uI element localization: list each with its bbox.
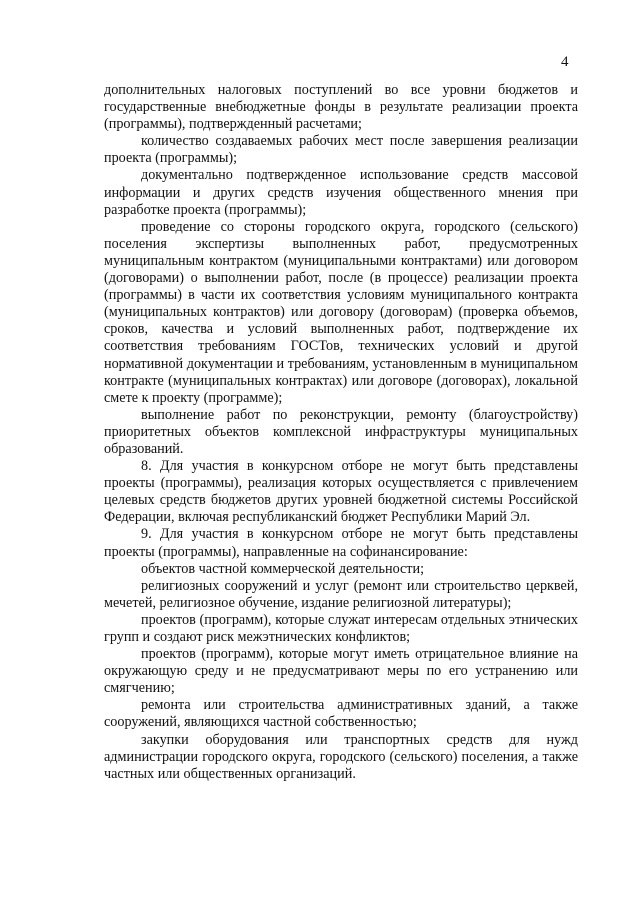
paragraph-clause-9: 9. Для участия в конкурсном отборе не могут быть представлены проекты (программы), направленные на софинансирование: bbox=[104, 526, 578, 560]
page-number: 4 bbox=[561, 54, 569, 70]
paragraph: документально подтвержденное использование средств массовой информации и других средств изучения общественного мнения при разработке проекта (программы); bbox=[104, 167, 578, 218]
paragraph: закупки оборудования или транспортных средств для нужд администрации городского округа, городского (сельского) поселения, а также частных или общественных организаций. bbox=[104, 731, 578, 782]
paragraph: религиозных сооружений и услуг (ремонт или строительство церквей, мечетей, религиозное обучение, издание религиозной литературы); bbox=[104, 577, 578, 611]
paragraph: ремонта или строительства административных зданий, а также сооружений, являющихся частной собственностью; bbox=[104, 697, 578, 731]
paragraph: проектов (программ), которые служат интересам отдельных этнических групп и создают риск межэтнических конфликтов; bbox=[104, 611, 578, 645]
paragraph: количество создаваемых рабочих мест после завершения реализации проекта (программы); bbox=[104, 133, 578, 167]
paragraph: проектов (программ), которые могут иметь отрицательное влияние на окружающую среду и не предусматривают меры по его устранению или смягчению; bbox=[104, 646, 578, 697]
paragraph: выполнение работ по реконструкции, ремонту (благоустройству) приоритетных объектов комплексной инфраструктуры муниципальных образований. bbox=[104, 406, 578, 457]
paragraph-continuation: дополнительных налоговых поступлений во все уровни бюджетов и государственные внебюджетные фонды в результате реализации проекта (программы), подтвержденный расчетами; bbox=[104, 82, 578, 133]
paragraph: объектов частной коммерческой деятельности; bbox=[141, 560, 425, 577]
paragraph: проведение со стороны городского округа, городского (сельского) поселения экспертизы выполненных работ, предусмотренных муниципальным контрактом (муниципальными контрактами) или договором (договорами) о выполнении работ, после (в процессе) реализации проекта (программы) в части их соответствия условиям муниципального контракта (муниципальных контрактов) или договору (договорам) (проверка объемов, сроков, качества и условий выполненных работ, подтверждение их соответствия требованиям ГОСТов, технических условий и другой нормативной документации и требованиям, установленным в муниципальном контракте (муниципальных контрактах) или договоре (договорах), локальной смете к проекту (программе); bbox=[104, 218, 578, 406]
document-body bbox=[104, 82, 578, 783]
paragraph-clause-8: 8. Для участия в конкурсном отборе не могут быть представлены проекты (программы), реализация которых осуществляется с привлечением целевых средств бюджетов других уровней бюджетной системы Российской Федерации, включая республиканский бюджет Республики Марий Эл. bbox=[104, 458, 578, 526]
